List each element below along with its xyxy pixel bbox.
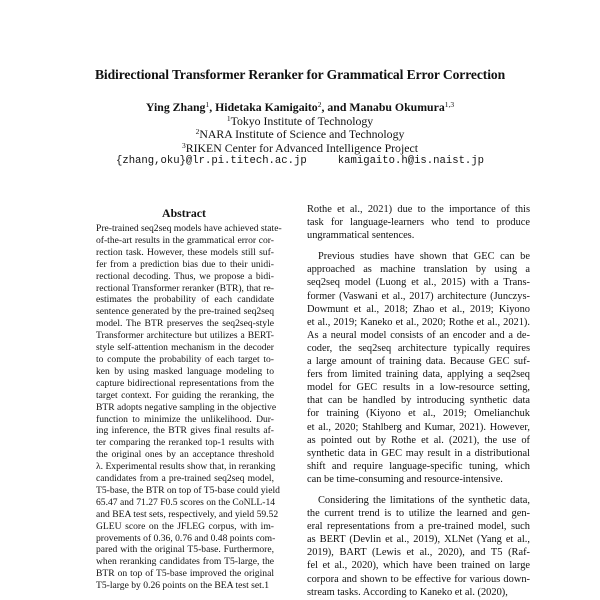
body-text-line: coder, the seq2seq architecture typically requires [307,342,530,354]
abstract-line: 65.47 and 71.27 F0.5 scores on the CoNLL-14 [96,496,276,508]
body-text-line: the current trend is to utilize the learned and gen- [307,508,530,520]
author-block [0,101,600,169]
email-2: kamigaito.h@is.naist.jp [337,155,484,168]
abstract-line: ing inference, the BTR gives final results af- [96,425,274,437]
body-text-line: shift and require language-specific tuning, which [307,460,530,472]
abstract-line: candidates from a pre-trained seq2seq model, [96,473,274,485]
body-text-line: for training (Kiyono et al., 2019; Omelianchuk [307,408,530,420]
body-text-line: corpora and shown to be effective for various down- [307,573,530,585]
abstract-line: provements of 0.36, 0.76 and 0.48 points com- [96,532,276,544]
abstract-line: rection task. However, these models still suf- [96,246,274,258]
right-paragraph-2 [307,250,530,486]
affiliation-2-sup: 2 [195,127,200,137]
abstract-line: pared with the original T5-base. Furthermore, [96,544,274,556]
author-1: Ying Zhang [145,100,206,114]
body-text-line: as BERT (Devlin et al., 2019), XLNet (Yang et al., [307,534,530,546]
abstract-line: sentence generated by the pre-trained seq2seq [96,306,274,318]
abstract-line: T5-large by 0.26 points on the BEA test set.1 [96,580,270,592]
body-text-line: As a neural model consists of an encoder and a de- [307,329,530,341]
abstract-line: rectional decoding. Thus, we propose a bidi- [96,270,274,282]
abstract-line: style self-attention mechanism in the decoder [96,342,274,354]
abstract-line: GLEU score on the JFLEG corpus, with im- [96,520,274,532]
body-text-line: stream tasks. According to Kaneko et al. (2020), [307,586,508,598]
body-text-line: fel et al., 2020), which have been trained on large [307,560,530,572]
abstract-line: capture bidirectional representations from the [96,377,274,389]
abstract-line: fer from a prediction bias due to their unidi- [96,258,274,270]
abstract-line: target context. For guiding the reranking, the [96,389,274,401]
body-text-line: Dowmunt et al., 2018; Zhao et al., 2019; Kiyono [307,303,530,315]
body-text-line: Previous studies have shown that GEC can be [318,251,530,263]
affiliation-3 [0,142,600,156]
body-text-line: 2019), BART (Lewis et al., 2020), and T5 (Raf- [307,547,530,559]
abstract-line: ken by using masked language modeling to [96,365,274,377]
abstract-line: ter comparing the reranked top-1 results with [96,437,274,449]
body-text-line: fers from limited training data, applying a seq2seq [307,369,530,381]
body-text-line: Considering the limitations of the synthetic data, [318,494,530,506]
author-emails [0,155,600,169]
abstract-line: of-the-art results in the grammatical error cor- [96,234,274,246]
affiliation-1 [0,115,600,129]
abstract-line: and BEA test sets, respectively, and yield 59.52 [96,508,279,520]
body-text-line: a large amount of training data. Because GEC suf- [307,356,530,368]
author-names: Ying Zhang$^1$, Hidetaka Kamigaito$^2$, and Manabu Okumura$^{1,3}$ [145,100,455,114]
body-text-line: ungrammatical sentences. [307,230,415,242]
author-1-sup: 1 [205,100,210,109]
right-paragraph-1 [307,203,530,242]
body-text-line: can be time-consuming and resource-intensive. [307,473,503,485]
body-text-line: seq2seq model (Luong et al., 2015) with a Trans- [307,277,530,289]
body-text-line: task for language-learners who tend to produce [307,217,530,229]
abstract-line: function to minimize the unlikelihood. Dur- [96,413,274,425]
paper-title: Bidirectional Transformer Reranker for Grammatical Error Correction [94,67,506,82]
body-text-line: et al., 2019; Kaneko et al., 2020; Rothe et al., 2021). [307,316,530,328]
abstract-line: T5-base, the BTR on top of T5-base could yield [96,484,280,496]
abstract-heading: Abstract [162,206,206,220]
affiliation-2-text: NARA Institute of Science and Technology [199,127,405,142]
author-3-sup: 1,3 [444,100,455,109]
body-text-line: that can be handled by introducing synthetic data [307,395,530,407]
abstract-line: the original ones by an acceptance threshold [96,449,274,461]
affiliation-3-sup: 3 [181,140,186,150]
author-3: and Manabu Okumura [327,100,445,114]
body-text-line: former (Vaswani et al., 2017) architecture (Junczys- [307,290,530,302]
abstract-body [96,223,282,592]
affiliation-1-text: Tokyo Institute of Technology [230,113,374,128]
abstract-line: Transformer architecture but utilizes a BERT- [96,330,274,342]
body-text-line: synthetic data in GEC may result in a distributional [307,447,530,459]
body-text-line: as pointed out by Rothe et al. (2021), the use of [307,434,530,446]
body-text-line: approached as machine translation by using a [307,264,530,276]
abstract-line: when reranking candidates from T5-large, the [96,556,274,568]
abstract-line: estimates the probability of each candidate [96,294,274,306]
body-text-line: Rothe et al., 2021) due to the importance of this [307,204,530,215]
author-2: Hidetaka Kamigaito [215,100,318,114]
body-text-line: eral representations from a pre-trained model, such [307,521,530,533]
email-1: {zhang,oku}@lr.pi.titech.ac.jp [115,155,307,168]
abstract-line: model. The BTR preserves the seq2seq-style [96,318,274,330]
affiliation-3-text: RIKEN Center for Advanced Intelligence Project [185,140,418,155]
author-2-sup: 2 [317,100,322,109]
affiliation-1-sup: 1 [226,113,231,123]
body-text-line: model for GEC results in a low-resource setting, [307,382,530,394]
body-text-line: et al., 2020; Stahlberg and Kumar, 2021). However, [307,421,530,433]
abstract-line: to compute the probability of each target to- [96,353,274,365]
affiliation-2 [0,128,600,142]
right-column [307,203,530,599]
right-paragraph-3 [307,494,530,599]
abstract-line: rectional Transformer reranker (BTR), that re- [96,282,274,294]
abstract-line: BTR adopts negative sampling in the objective [96,401,277,413]
abstract-line: BTR on top of T5-base improved the original [96,568,274,580]
abstract-line: Pre-trained seq2seq models have achieved state- [96,223,282,234]
abstract-line: λ. Experimental results show that, in reranking [96,461,276,473]
